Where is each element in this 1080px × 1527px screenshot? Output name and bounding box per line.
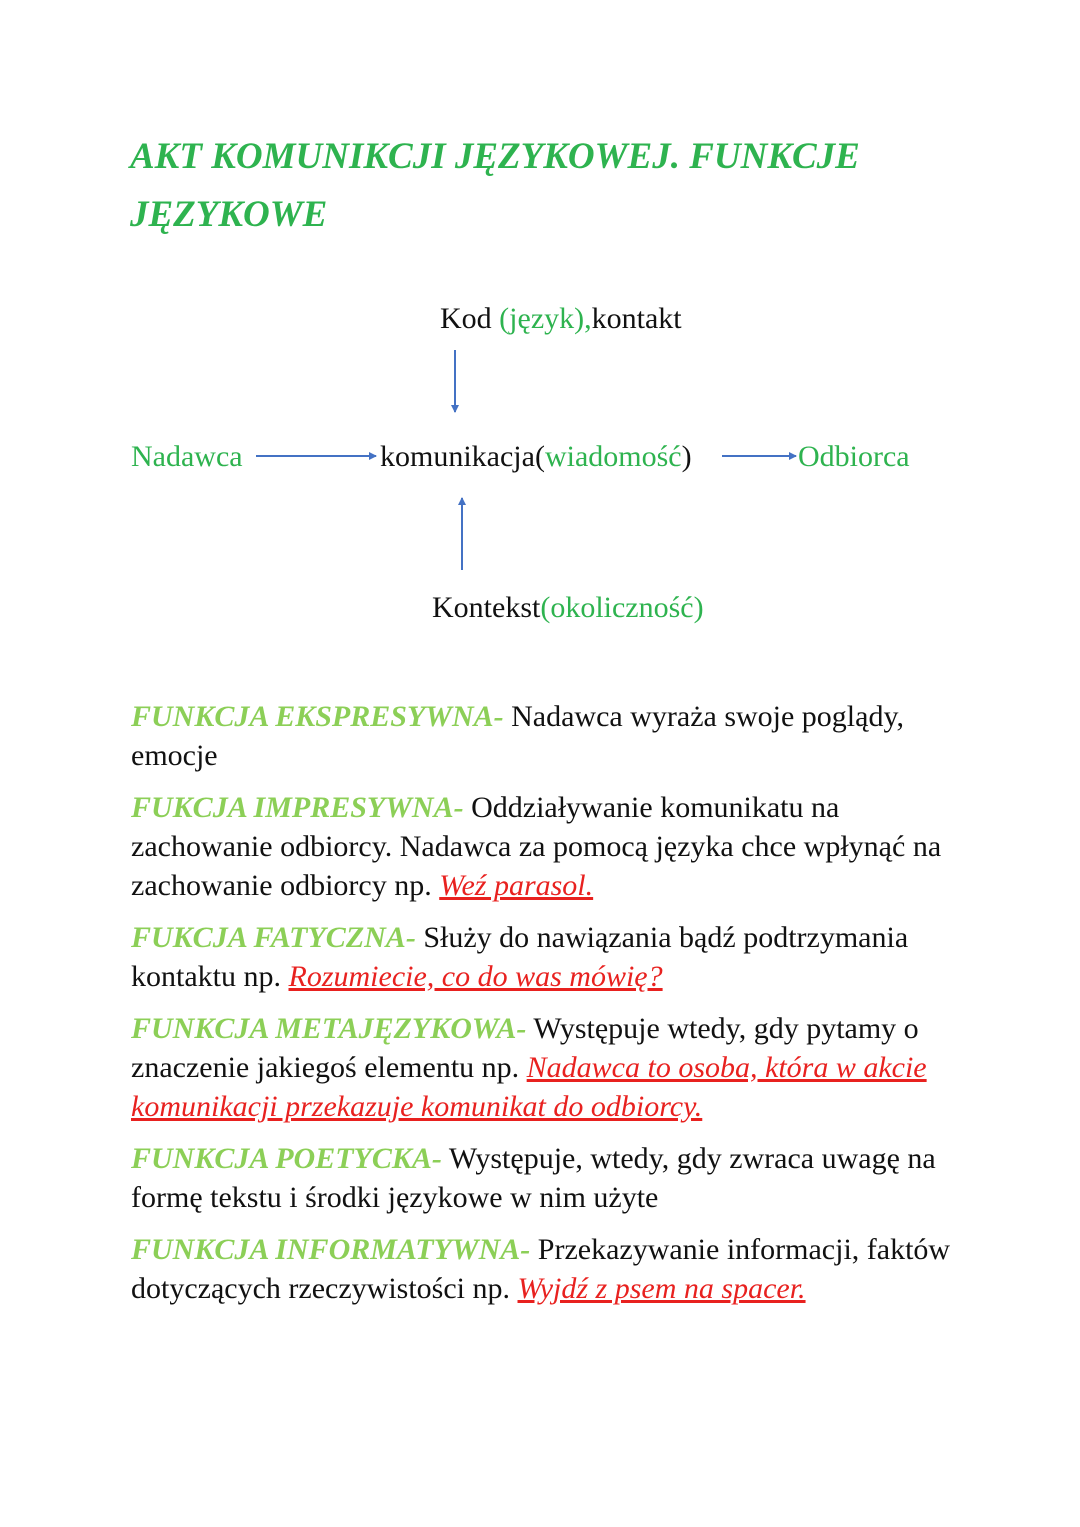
- function-name: FUNKCJA POETYCKA-: [131, 1142, 442, 1175]
- function-description: Służy do nawiązania bądź podtrzymania kontaktu np.: [131, 921, 909, 993]
- message-label-text: komunikacja(: [380, 440, 545, 473]
- sender-label: Nadawca: [131, 440, 243, 473]
- context-label: [432, 590, 704, 626]
- page-title: AKT KOMUNIKCJI JĘZYKOWEJ. FUNKCJE JĘZYKOWE: [130, 136, 860, 235]
- function-example: Weź parasol.: [439, 869, 594, 902]
- function-name: FUKCJA FATYCZNA-: [131, 921, 416, 954]
- message-label-rest: ): [681, 440, 692, 473]
- function-phatic: [131, 918, 961, 996]
- code-label-green: (język),: [499, 302, 592, 335]
- function-impressive: [131, 788, 961, 905]
- context-label-text: Kontekst: [432, 591, 541, 624]
- functions-list: [131, 697, 961, 1321]
- function-example: Wyjdź z psem na spacer.: [517, 1272, 806, 1305]
- function-description: Oddziaływanie komunikatu na zachowanie odbiorcy. Nadawca za pomocą języka chce wpłynąć na zachowanie odbiorcy np.: [131, 791, 942, 902]
- function-name: FUKCJA IMPRESYWNA-: [131, 791, 464, 824]
- function-description: Występuje, wtedy, gdy zwraca uwagę na formę tekstu i środki językowe w nim użyte: [131, 1142, 936, 1214]
- function-metalinguistic: [131, 1009, 961, 1126]
- context-label-green: (okoliczność): [540, 591, 704, 624]
- code-label-rest: kontakt: [591, 302, 682, 335]
- function-poetic: [131, 1139, 961, 1217]
- communication-diagram: [0, 0, 1080, 700]
- code-label: [440, 301, 682, 337]
- function-expressive: [131, 697, 961, 775]
- message-label: [380, 439, 692, 475]
- message-label-green: wiadomość: [544, 440, 682, 473]
- function-example: Rozumiecie, co do was mówię?: [288, 960, 663, 993]
- function-name: FUNKCJA INFORMATYWNA-: [131, 1233, 531, 1266]
- function-example: Nadawca to osoba, która w akcie komunikacji przekazuje komunikat do odbiorcy.: [131, 1051, 927, 1123]
- function-name: FUNKCJA METAJĘZYKOWA-: [131, 1012, 527, 1045]
- function-description: Występuje wtedy, gdy pytamy o znaczenie jakiegoś elementu np.: [131, 1012, 919, 1084]
- function-name: FUNKCJA EKSPRESYWNA-: [131, 700, 504, 733]
- code-label-text: Kod: [440, 302, 500, 335]
- function-description: Przekazywanie informacji, faktów dotyczących rzeczywistości np.: [131, 1233, 951, 1305]
- function-informative: [131, 1230, 961, 1308]
- receiver-label: Odbiorca: [798, 440, 910, 473]
- function-description: Nadawca wyraża swoje poglądy, emocje: [131, 700, 905, 772]
